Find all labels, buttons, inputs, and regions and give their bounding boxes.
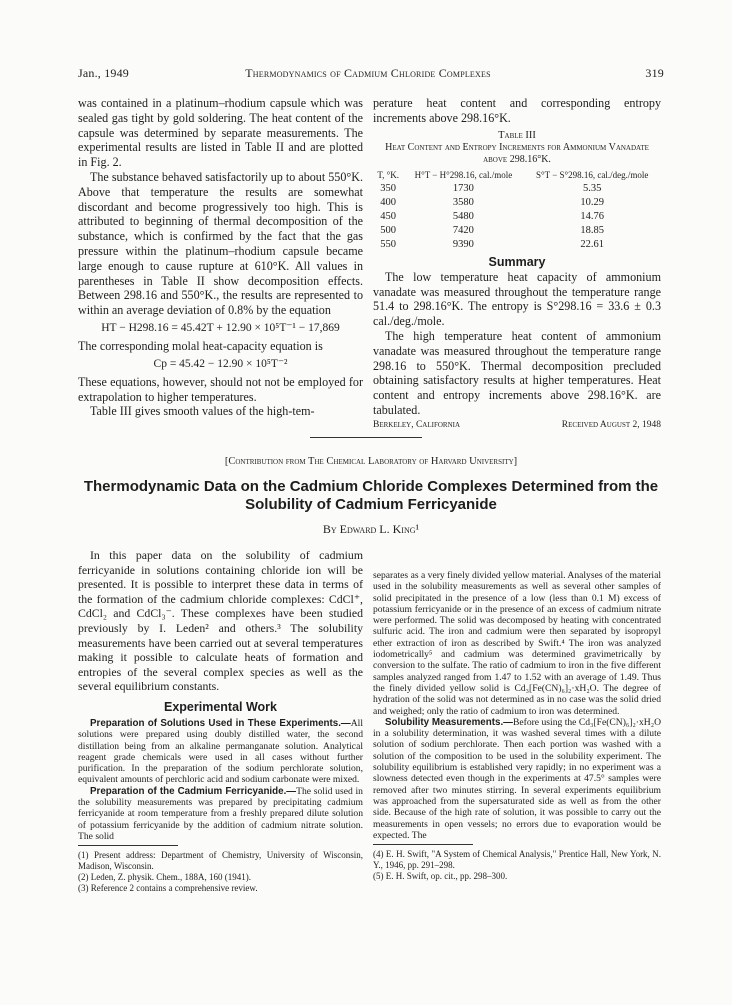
table-row (373, 224, 661, 238)
bottom-right-column (373, 570, 661, 882)
footnote-rule (373, 844, 473, 845)
equation-heat-capacity: Cp = 45.42 − 12.90 × 10⁵T⁻² (153, 357, 288, 370)
paragraph: Table III gives smooth values of the high-tem- (90, 404, 315, 419)
footnote: (2) Leden, Z. physik. Chem., 188A, 160 (1941). (78, 872, 251, 883)
table-header-row (373, 168, 661, 182)
table-cell: 18.85 (580, 225, 605, 237)
table-label: Table III (498, 129, 536, 141)
summary-paragraph: The low temperature heat capacity of ammonium vanadate was measured throughout the temperature range 51.4 to 298.16°K. The entropy is S°298.16 = 33.6 ± 0.3 cal./deg./mole. (373, 269, 661, 329)
table-cell: 500 (380, 225, 397, 237)
run-in-heading: Preparation of the Cadmium Ferricyanide.— (90, 785, 297, 797)
footnote-rule (78, 845, 178, 846)
paragraph-text: All solutions were prepared using doubly distilled water, the second distillation being from an alkaline permanganate solution. Analytical reagent grade chemicals were used in all cases without further purification. In the preparation of the sodium perchlorate solution, equivalent amounts of perchloric acid and sodium carbonate were mixed. (78, 717, 363, 786)
table-cell: 350 (380, 183, 397, 195)
bottom-left-column (78, 548, 363, 894)
paragraph: The substance behaved satisfactorily up to about 550°K. Above that temperature the results are somewhat discordant and become progressively too high. This is attributed to beginning of thermal decomposition of the substance, which is confirmed by the fact that the gas pressure within the platinum–rhodium capsule became large enough to cause rupture at 610°K. All values in parentheses in Table II show decomposition effects. Between 298.16 and 550°K., the results are represented to within an average deviation of 0.8% by the equation (78, 169, 363, 318)
run-in-heading: Solubility Measurements.— (385, 716, 513, 728)
received-date: Received August 2, 1948 (561, 419, 661, 430)
contribution-line: [Contribution from The Chemical Laboratory of Harvard University] (224, 456, 518, 467)
paragraph-text: Before using the Cd₃[Fe(CN)₆]₂·xH₂O in a solubility determination, it was washed several times with a dilute solution of sodium perchlorate. Then each portion was washed with a solution of the composition to be used in the solubility experiment. The solubility equilibrium is established very rapidly; in no experiment was a slowness detected even though in the experiments at 47.5° samples were removed after two minutes stirring. In several experiments equilibrium was approached from the supersaturated side as well as from the other side. Because of the high rate of solution, it was possible to carry out the measurements in open vessels; no errors due to evaporation would be expected. The (373, 716, 661, 841)
table-cell: 550 (380, 239, 397, 251)
table-row (373, 238, 661, 252)
paragraph: The corresponding molal heat-capacity equation is (78, 338, 323, 353)
header-title: Thermodynamics of Cadmium Chloride Complexes (245, 66, 491, 80)
footnote: (3) Reference 2 contains a comprehensive review. (78, 883, 258, 894)
table-row (373, 210, 661, 224)
table-cell: 5.35 (583, 183, 602, 195)
top-right-column (373, 96, 661, 434)
summary-paragraph: The high temperature heat content of ammonium vanadate was measured throughout the temperature range 298.16 to 550°K. Thermal decomposition precluded obtaining satisfactory results at higher temperatures. Heat content and entropy increments above 298.16°K. are tabulated. (373, 329, 661, 418)
table-cell: 14.76 (580, 211, 605, 223)
paragraph-text: The solid used in the solubility measurements was prepared by precipitating cadmium ferricyanide at room temperature from a freshly prepared dilute solution of potassium ferricyanide by the addition of cadmium nitrate solution. The solid (78, 785, 363, 842)
paragraph: separates as a very finely divided yellow material. Analyses of the material used in the solubility measurements as well as several other samples of solid precipitated in the presence of a low (less than 0.1 M) excess of potassium ferricyanide or in the presence of an excess of cadmium nitrate were performed. The solid was decomposed by heating with concentrated sulfuric acid. The iron and cadmium were then separated by isopropyl ether extraction of iron as described by Swift.⁴ The iron was analyzed iodometrically⁵ and cadmium was determined gravimetrically by conversion to the sulfate. The ratio of cadmium to iron in the five different samples analyzed ranged from 1.47 to 1.52 with an average of 1.49. Thus the finely divided yellow solid is Cd₃[Fe(CN)₆]₂·xH₂O. The degree of hydration of the solid was not determined as in no case was the solid dried and weighed; only the ratio of cadmium to iron was determined. (373, 570, 661, 717)
table-cell: 9390 (452, 239, 474, 251)
column-header: T, °K. (377, 169, 400, 180)
footnote: (5) E. H. Swift, op. cit., pp. 298–300. (373, 871, 508, 882)
table-row (373, 196, 661, 210)
table-cell: 450 (380, 211, 397, 223)
table-cell: 400 (380, 197, 397, 209)
paragraph (78, 786, 363, 842)
paragraph (78, 718, 363, 786)
table-caption: Heat Content and Entropy Increments for Ammonium Vanadate above 298.16°K. (385, 141, 649, 165)
data-table (373, 168, 661, 252)
section-divider (310, 437, 422, 438)
byline: By Edward L. King¹ (322, 522, 420, 536)
affiliation-place: Berkeley, California (373, 419, 461, 430)
column-header: H°T − H°298.16, cal./mole (414, 169, 513, 180)
table-cell: 10.29 (580, 197, 605, 209)
paragraph: perature heat content and corresponding entropy increments above 298.16°K. (373, 96, 661, 125)
table-cell: 5480 (452, 211, 474, 223)
run-in-heading: Preparation of Solutions Used in These Experiments.— (90, 717, 351, 729)
column-header: S°T − S°298.16, cal./deg./mole (536, 169, 649, 180)
table-cell: 3580 (452, 197, 474, 209)
dateline (373, 420, 661, 434)
equation-heat-content: HT − H298.16 = 45.42T + 12.90 × 10⁵T⁻¹ − 17,869 (101, 321, 340, 334)
footnote: (4) E. H. Swift, "A System of Chemical Analysis," Prentice Hall, New York, N. Y., 1946, pp. 291–298. (373, 849, 661, 871)
table-row (373, 182, 661, 196)
header-date: Jan., 1949 (78, 66, 129, 80)
running-header (78, 66, 664, 82)
article-title: Thermodynamic Data on the Cadmium Chloride Complexes Determined from the Solubility of Cadmium Ferricyanide (83, 478, 659, 513)
table-cell: 22.61 (580, 239, 605, 251)
intro-paragraph: In this paper data on the solubility of cadmium ferricyanide in solutions containing chloride ion will be presented. It is possible to interpret these data in terms of the formation of the cadmium chloride complexes: CdCl⁺, CdCl₂ and CdCl₃⁻. These complexes have been studied previously by I. Leden² and others.³ The solubility measurements have been carried out at several temperatures making it possible to calculate heats of formation and entropies of the several complex species as well as the several equilibrium constants. (78, 548, 363, 694)
paragraph: was contained in a platinum–rhodium capsule which was sealed gas tight by gold soldering. The heat content of the capsule was determined by separate measurements. The experimental results are listed in Table II and are plotted in Fig. 2. (78, 96, 363, 170)
footnote: (1) Present address: Department of Chemistry, University of Wisconsin, Madison, Wisconsin. (78, 850, 363, 872)
section-heading: Experimental Work (163, 699, 277, 714)
page-number: 319 (645, 66, 664, 80)
table-cell: 1730 (452, 183, 474, 195)
paragraph (373, 717, 661, 841)
summary-heading: Summary (488, 254, 546, 269)
paragraph: These equations, however, should not not be employed for extrapolation to higher temperatures. (78, 374, 363, 404)
top-left-column (78, 96, 363, 419)
table-cell: 7420 (452, 225, 474, 237)
